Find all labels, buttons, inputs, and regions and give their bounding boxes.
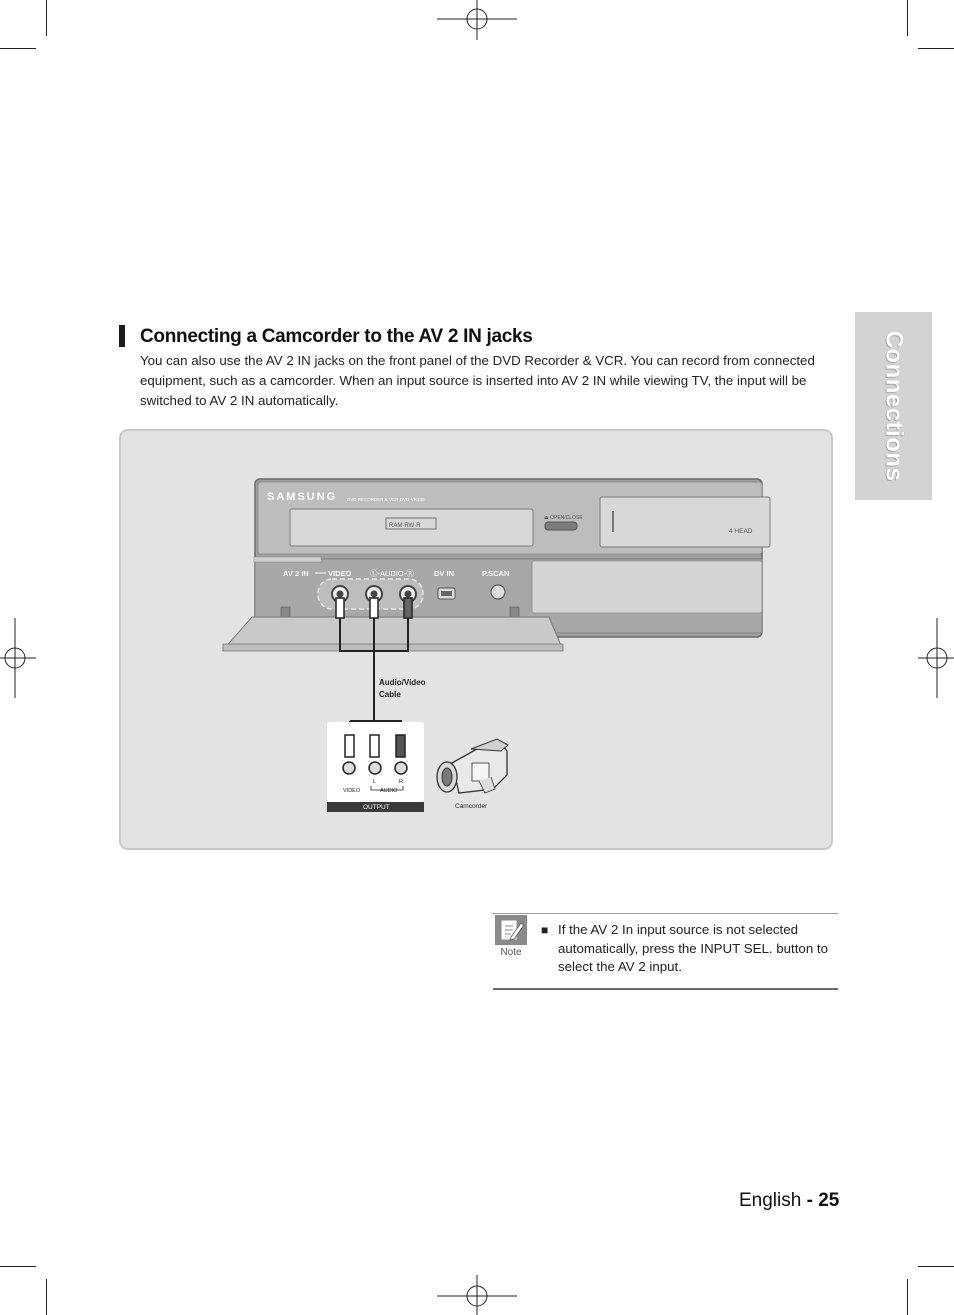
- crop-mark: [0, 1266, 36, 1267]
- cable-label: Audio/Video: [379, 678, 426, 687]
- open-close-label: ⏏ OPEN/CLOSE: [544, 515, 583, 521]
- camcorder-illustration: [437, 739, 508, 793]
- note-bullet: ■: [541, 923, 549, 937]
- disc-logo: RAM·RW·R: [389, 523, 421, 529]
- registration-mark-left: [0, 618, 36, 698]
- note-pencil-icon: [495, 915, 527, 945]
- audio-label: Ⓛ-AUDIO-Ⓡ: [370, 569, 414, 578]
- side-tab-connections: [855, 312, 932, 500]
- output-audio-label: AUDIO: [380, 788, 398, 794]
- crop-mark: [907, 1279, 908, 1315]
- registration-mark-right: [918, 618, 954, 698]
- model-label: DVD RECORDER & VCR DVD-VR330: [347, 497, 425, 502]
- crop-mark: [46, 0, 47, 36]
- crop-mark: [907, 0, 908, 36]
- section-heading: Connecting a Camcorder to the AV 2 IN jacks: [140, 326, 533, 347]
- camcorder-output-panel: [327, 722, 424, 812]
- registration-mark-bottom: [437, 1275, 517, 1315]
- note-text: If the AV 2 In input source is not selected automatically, press the INPUT SEL. button to select the AV 2 input.: [558, 922, 829, 974]
- video-label: VIDEO: [328, 569, 352, 578]
- head-badge: 4 HEAD: [729, 528, 753, 535]
- page-footer: [739, 1190, 839, 1212]
- crop-mark: [46, 1279, 47, 1315]
- brand-logo: SAMSUNG: [267, 491, 338, 503]
- p-scan-label: P.SCAN: [482, 569, 510, 578]
- cable-label: Cable: [379, 690, 401, 699]
- output-r-label: R: [399, 779, 403, 785]
- output-video-label: VIDEO: [343, 788, 361, 794]
- intro-paragraph: You can also use the AV 2 IN jacks on the front panel of the DVD Recorder & VCR. You can record from connected equipment, such as a camcorder. When an input source is inserted into AV 2 IN while viewing TV, the input will be switched to AV 2 IN automatically.: [140, 353, 815, 408]
- heading-marker: [119, 325, 125, 347]
- av2in-label: AV 2 IN: [283, 569, 309, 578]
- camcorder-label: Camcorder: [455, 803, 488, 810]
- output-l-label: L: [373, 779, 377, 785]
- crop-mark: [918, 48, 954, 49]
- connection-diagram-art: [119, 429, 833, 850]
- crop-mark: [918, 1266, 954, 1267]
- dv-in-label: DV IN: [434, 569, 455, 578]
- page-number: 25: [818, 1190, 840, 1211]
- footer-separator: -: [801, 1190, 819, 1211]
- crop-mark: [0, 48, 36, 49]
- footer-language: English: [739, 1190, 802, 1211]
- registration-mark-top: [437, 0, 517, 40]
- side-tab-label: Connections: [880, 330, 908, 482]
- output-label: OUTPUT: [363, 804, 390, 811]
- dvd-recorder: [223, 479, 770, 651]
- note-label: Note: [500, 947, 522, 958]
